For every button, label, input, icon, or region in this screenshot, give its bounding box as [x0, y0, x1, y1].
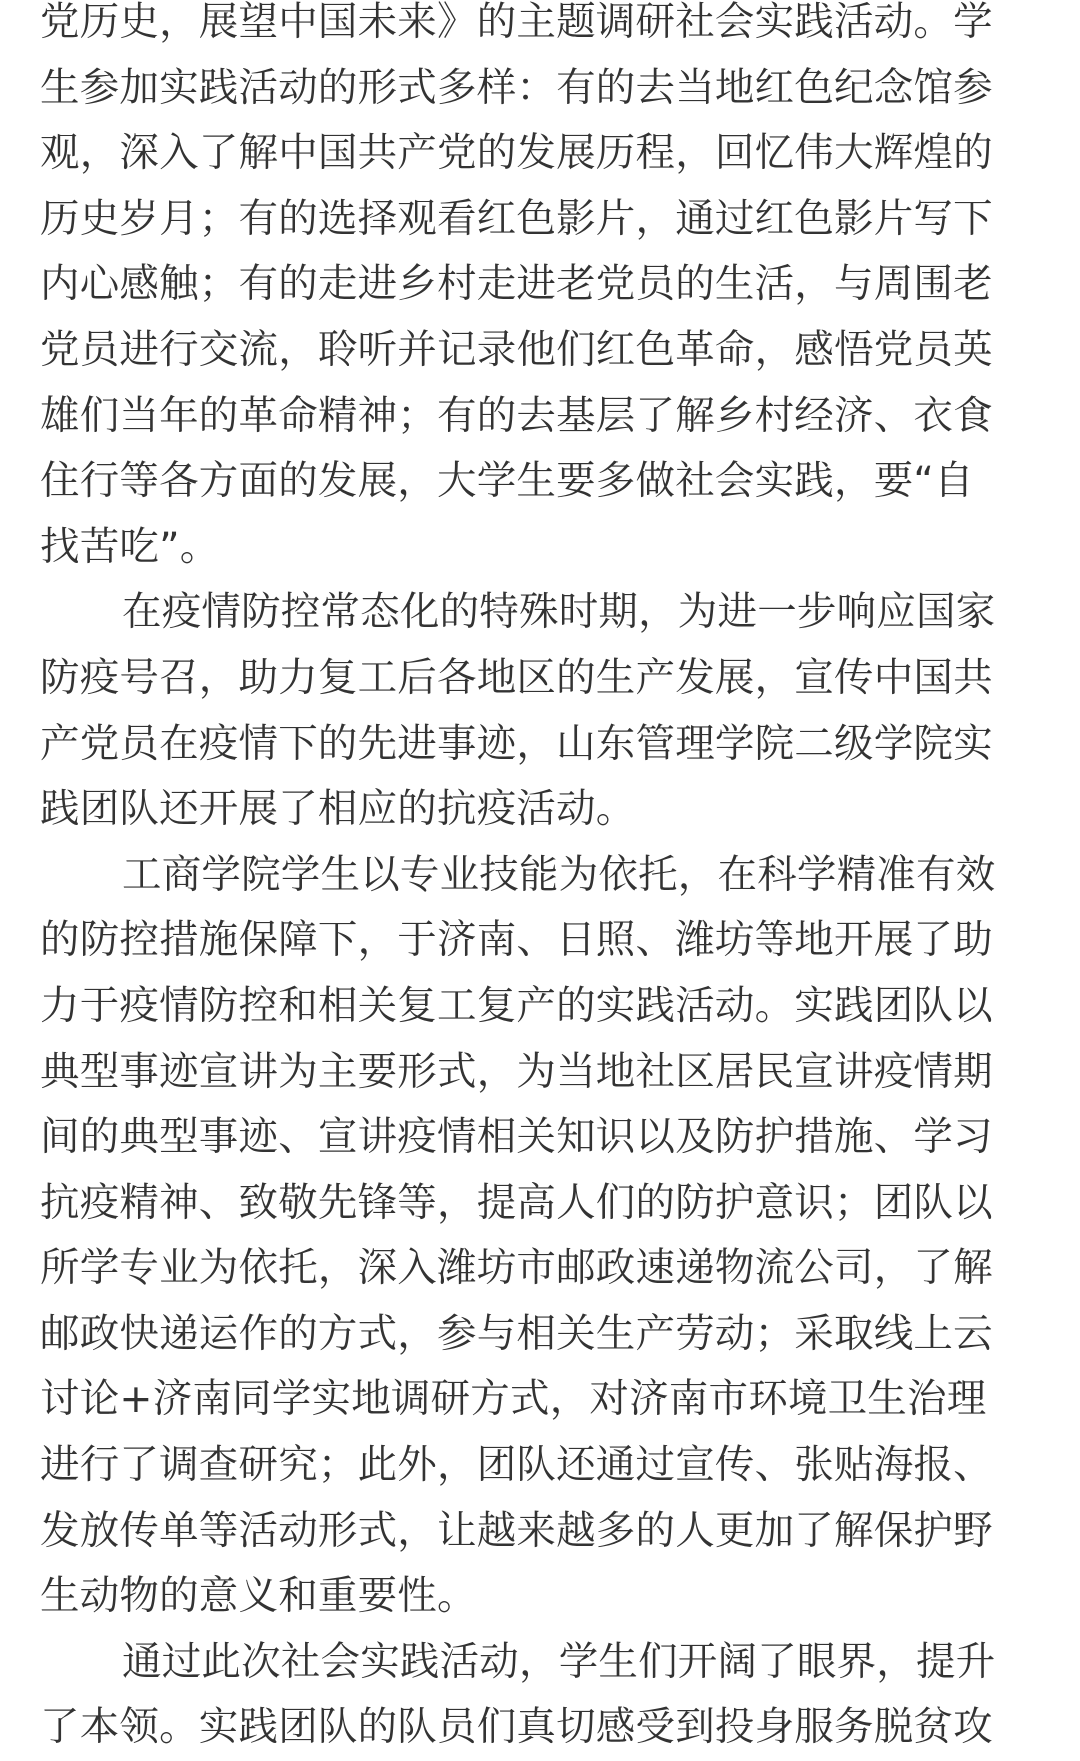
paragraph-first-line: 在疫情防控常态化的特殊时期，为进一步响应国家: [122, 589, 996, 636]
text-line: 践团队还开展了相应的抗疫活动。: [40, 786, 636, 833]
text-line: 历史岁月；有的选择观看红色影片，通过红色影片写下: [40, 195, 993, 242]
text-line: 发放传单等活动形式，让越来越多的人更加了解保护野: [40, 1507, 993, 1554]
text-line: 雄们当年的革命精神；有的去基层了解乡村经济、衣食: [40, 392, 993, 439]
text-line: 党历史，展望中国未来》的主题调研社会实践活动。学: [40, 0, 993, 45]
text-line: 进行了调查研究；此外，团队还通过宣传、张贴海报、: [40, 1442, 993, 1489]
text-line: 讨论+济南同学实地调研方式，对济南市环境卫生治理: [40, 1376, 987, 1423]
text-line: 生动物的意义和重要性。: [40, 1573, 477, 1620]
text-line: 住行等各方面的发展，大学生要多做社会实践，要“自: [40, 458, 974, 505]
article-body: [40, 0, 1040, 1761]
text-line: 了本领。实践团队的队员们真切感受到投身服务脱贫攻: [40, 1704, 993, 1751]
text-line: 间的典型事迹、宣讲疫情相关知识以及防护措施、学习: [40, 1114, 993, 1161]
text-line: 典型事迹宣讲为主要形式，为当地社区居民宣讲疫情期: [40, 1048, 993, 1095]
text-line: 找苦吃”。: [40, 523, 220, 570]
paragraph-first-line: 工商学院学生以专业技能为依托，在科学精准有效: [122, 851, 996, 898]
text-line: 的防控措施保障下，于济南、日照、潍坊等地开展了助: [40, 917, 993, 964]
text-line: 内心感触；有的走进乡村走进老党员的生活，与周围老: [40, 261, 993, 308]
text-line: 抗疫精神、致敬先锋等，提高人们的防护意识；团队以: [40, 1179, 993, 1226]
paragraph-first-line: 通过此次社会实践活动，学生们开阔了眼界，提升: [122, 1638, 996, 1685]
text-line: 产党员在疫情下的先进事迹，山东管理学院二级学院实: [40, 720, 993, 767]
text-line: 生参加实践活动的形式多样：有的去当地红色纪念馆参: [40, 64, 993, 111]
text-line: 力于疫情防控和相关复工复产的实践活动。实践团队以: [40, 982, 993, 1029]
text-line: 防疫号召，助力复工后各地区的生产发展，宣传中国共: [40, 654, 993, 701]
text-line: 党员进行交流，聆听并记录他们红色革命，感悟党员英: [40, 326, 993, 373]
text-line: 邮政快递运作的方式，参与相关生产劳动；采取线上云: [40, 1310, 993, 1357]
text-line: 观，深入了解中国共产党的发展历程，回忆伟大辉煌的: [40, 130, 993, 177]
text-line: 所学专业为依托，深入潍坊市邮政速递物流公司，了解: [40, 1245, 993, 1292]
